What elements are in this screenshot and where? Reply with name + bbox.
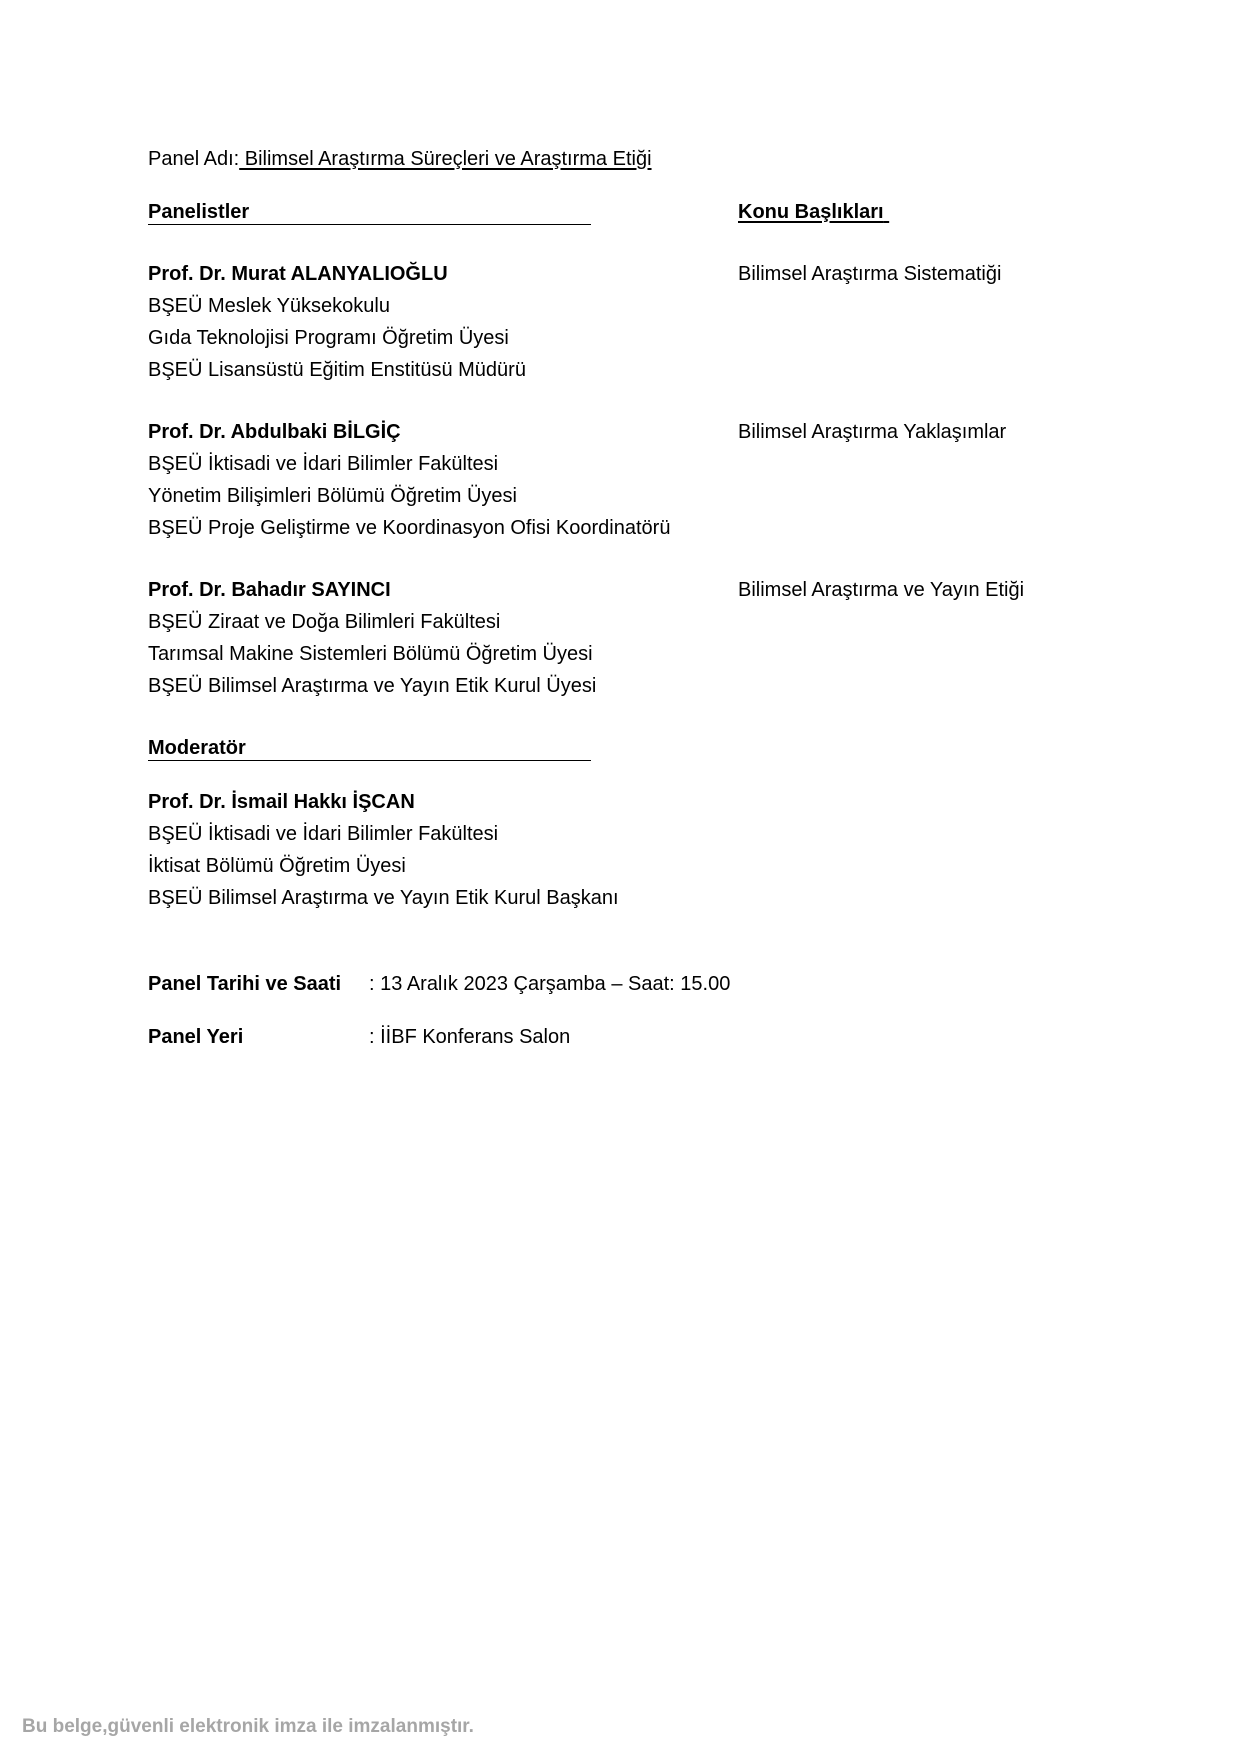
panel-name-label: Panel Adı: xyxy=(148,148,240,170)
date-label: Panel Tarihi ve Saati xyxy=(148,973,342,995)
moderator-name: Prof. Dr. İsmail Hakkı İŞCAN xyxy=(148,791,415,813)
date-value: : 13 Aralık 2023 Çarşamba – Saat: 15.00 xyxy=(369,973,731,995)
panelist-affiliation: BŞEÜ İktisadi ve İdari Bilimler Fakültesi xyxy=(148,453,499,475)
topics-header-text: Konu Başlıkları xyxy=(738,201,884,223)
panelists-header-underline xyxy=(148,224,591,225)
place-value: : İİBF Konferans Salon xyxy=(369,1026,571,1048)
panelist-name: Prof. Dr. Abdulbaki BİLGİÇ xyxy=(148,421,401,443)
panelist-name: Prof. Dr. Bahadır SAYINCI xyxy=(148,579,391,601)
moderator-header-underline xyxy=(148,760,591,761)
place-label: Panel Yeri xyxy=(148,1026,244,1048)
panel-name-value: Bilimsel Araştırma Süreçleri ve Araştırma Etiği xyxy=(239,148,652,170)
topics-header xyxy=(738,201,889,224)
panelist-topic: Bilimsel Araştırma ve Yayın Etiği xyxy=(738,579,1025,601)
panelist-name: Prof. Dr. Murat ALANYALIOĞLU xyxy=(148,263,448,285)
panelist-affiliation: BŞEÜ Lisansüstü Eğitim Enstitüsü Müdürü xyxy=(148,359,526,381)
moderator-header: Moderatör xyxy=(148,737,246,759)
panelist-affiliation: Gıda Teknolojisi Programı Öğretim Üyesi xyxy=(148,327,509,349)
panelist-affiliation: BŞEÜ Proje Geliştirme ve Koordinasyon Ofisi Koordinatörü xyxy=(148,517,671,539)
panelist-affiliation: Tarımsal Makine Sistemleri Bölümü Öğretim Üyesi xyxy=(148,643,593,665)
moderator-affiliation: BŞEÜ Bilimsel Araştırma ve Yayın Etik Kurul Başkanı xyxy=(148,887,619,909)
panelist-affiliation: BŞEÜ Meslek Yüksekokulu xyxy=(148,295,390,317)
moderator-affiliation: İktisat Bölümü Öğretim Üyesi xyxy=(148,855,406,877)
panelists-header: Panelistler xyxy=(148,201,250,223)
panelist-affiliation: BŞEÜ Bilimsel Araştırma ve Yayın Etik Kurul Üyesi xyxy=(148,675,597,697)
panelist-topic: Bilimsel Araştırma Yaklaşımlar xyxy=(738,421,1007,443)
e-signature-note: Bu belge,güvenli elektronik imza ile imzalanmıştır. xyxy=(22,1716,474,1737)
panel-name-row xyxy=(148,148,652,171)
panelist-affiliation: BŞEÜ Ziraat ve Doğa Bilimleri Fakültesi xyxy=(148,611,501,633)
moderator-affiliation: BŞEÜ İktisadi ve İdari Bilimler Fakültesi xyxy=(148,823,499,845)
panelist-affiliation: Yönetim Bilişimleri Bölümü Öğretim Üyesi xyxy=(148,485,517,507)
panelist-topic: Bilimsel Araştırma Sistematiği xyxy=(738,263,1002,285)
